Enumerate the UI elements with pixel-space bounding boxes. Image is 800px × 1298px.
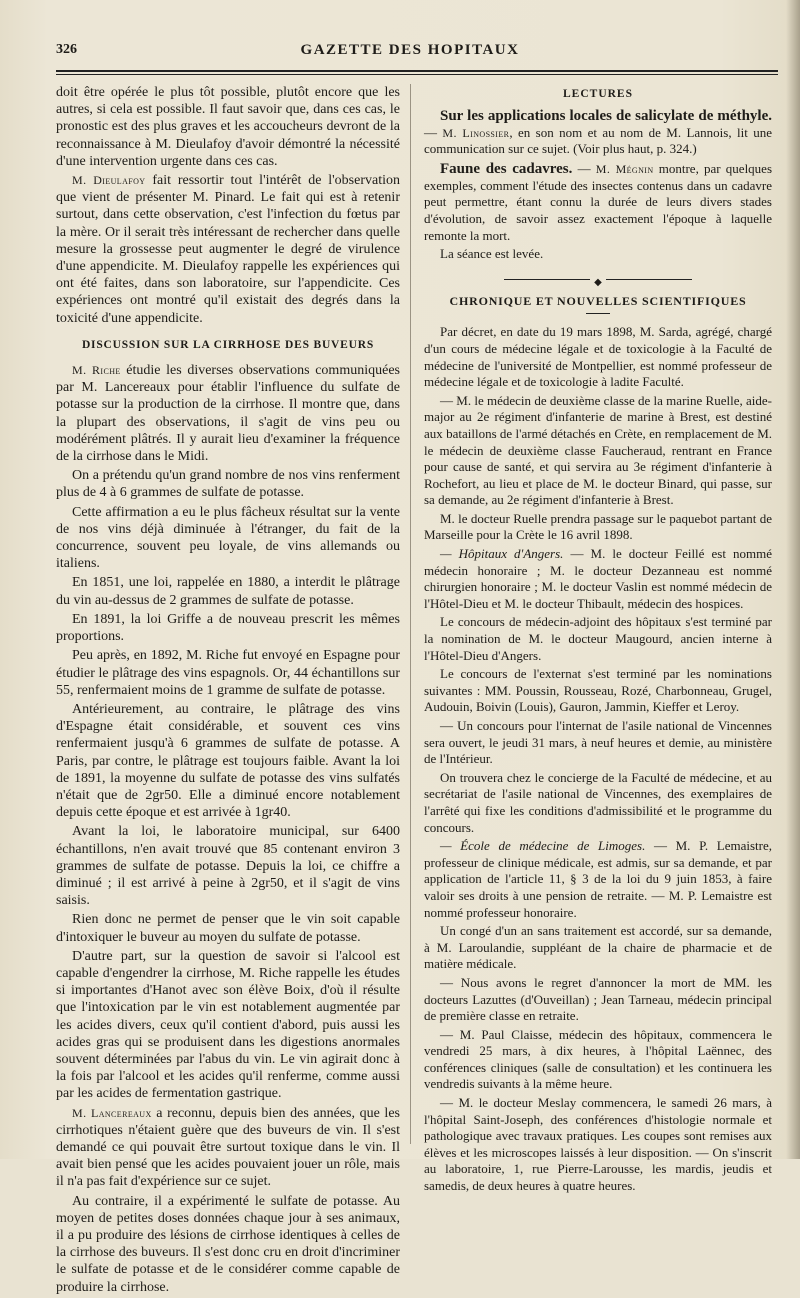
paragraph: La séance est levée. <box>440 246 544 262</box>
paragraph: Antérieurement, au contraire, le plâtrage des vins d'Espagne était considérable, et souvent ces vins renfermaient jusqu'à 6 grammes de sulfate de potasse. A Paris, par contre, le plâtrage est toujours faible. Avant la loi de 1891, la moyenne du sulfate de potasse des vins sulfatés n'était que de 2gr50. Elle a diminué encore notablement depuis cette époque et est arrivée à 1gr40. <box>56 701 400 821</box>
header-rule-thin <box>56 74 778 75</box>
running-head <box>56 38 764 62</box>
paragraph: M. le docteur Ruelle prendra passage sur le paquebot partant de Marseille pour la Crète le 16 avril 1898. <box>424 510 772 543</box>
journal-title: GAZETTE DES HOPITAUX <box>300 42 520 58</box>
column-divider <box>410 84 411 1144</box>
speaker-name: M. Mégnin <box>595 161 654 176</box>
article-title: Faune des cadavres. <box>440 160 573 177</box>
speaker-name: M. Riche <box>72 363 121 378</box>
news-label: — École de médecine de Limoges. <box>440 838 646 854</box>
diamond-ornament-icon: ◆ <box>590 277 606 289</box>
paragraph-text: étudie les diverses observations communiquées par M. Lancereaux pour établir l'influence du sulfate de potasse sur la production de la cirrhose. Il montre que, dans la plupart des observations, il s'agit de vins peu ou modérément plâtrés. Il y aurait lieu d'examiner la fréquence de la cirrhose dans le Midi. <box>56 363 400 465</box>
paragraph: Au contraire, il a expérimenté le sulfate de potasse. Au moyen de petites doses données chaque jour à ses animaux, il a pu produire des lésions de cirrhose identiques à celles de la cirrhose des buveurs. Il s'est donc cru en droit d'incriminer le sulfate de potasse et de le considérer comme capable de produire la cirrhose. <box>56 1193 400 1295</box>
paragraph: En 1851, une loi, rappelée en 1880, a interdit le plâtrage du vin au-dessus de 2 grammes de sulfate de potasse. <box>56 575 400 608</box>
paragraph: Par décret, en date du 19 mars 1898, M. Sarda, agrégé, chargé d'un cours de médecine légale et de toxicologie à la Faculté de médecine de l'université de Montpellier, est nommé professeur de médecine légale et de toxicologie à ladite Faculté. <box>424 324 772 390</box>
ornamental-rule <box>424 273 772 288</box>
paragraph: — M. le médecin de deuxième classe de la marine Ruelle, aide-major au 2e régiment d'infanterie de marine à Brest, est destiné aux bataillons de l'armé détachés en Crète, en remplacement de M. le médecin de deuxième classe Faucheraud, rentrant en France pour cause de santé, et qui servira au 3e régiment d'infanterie à Rochefort, au lieu et place de M. le docteur Binard, qui passe, sur sa demande, au 2e régiment d'infanterie à Brest. <box>424 392 772 508</box>
paragraph-text: — M. le docteur Feillé est nommé médecin honoraire ; M. le docteur Dezanneau est nommé chirurgien honoraire ; M. le docteur Vaslin est nommé médecin de l'Hôtel-Dieu et M. le docteur Thibault, médecin des hospices. <box>424 546 772 611</box>
short-rule <box>586 313 610 314</box>
section-heading-chronique: CHRONIQUE ET NOUVELLES SCIENTIFIQUES <box>449 293 747 308</box>
paragraph <box>424 838 772 921</box>
paragraph: Faune des cadavres. — M. Mégnin montre, par quelques exemples, comment l'étude des insectes contenus dans un cadavre peut permettre, étant connu la durée de leurs divers stades d'évolution, de savoir assez exactement l'époque à laquelle remonte la mort. <box>424 160 773 243</box>
paragraph-text: , en son nom et au nom de M. Lannois, lit une communication sur ce sujet. (Voir plus haut, p. 324.) <box>424 124 772 157</box>
news-label: — Hôpitaux d'Angers. <box>440 546 564 562</box>
paragraph: — M. Paul Claisse, médecin des hôpitaux, commencera le vendredi 25 mars, à dix heures, à l'hôpital Laënnec, des conférences cliniques (salle de consultation) et les continuera les vendredis suivants à la même heure. <box>424 1026 772 1092</box>
left-column <box>56 84 400 1298</box>
paragraph: Sur les applications locales de salicylate de méthyle. — M. Linossier, en son nom et au nom de M. Lannois, lit une communication sur ce sujet. (Voir plus haut, p. 324.) <box>424 107 772 157</box>
speaker-name: M. Linossier <box>442 125 510 140</box>
section-heading: DISCUSSION SUR LA CIRRHOSE DES BUVEURS <box>81 338 375 351</box>
header-rule-thick <box>56 70 778 72</box>
right-column <box>424 84 772 1197</box>
speaker-name: M. Dieulafoy <box>72 173 146 188</box>
page-number: 326 <box>56 42 77 57</box>
paragraph: En 1891, la loi Griffe a de nouveau prescrit les mêmes proportions. <box>56 611 400 645</box>
article-title: Sur les applications locales de salicylate de méthyle. <box>440 107 772 124</box>
paragraph: D'autre part, sur la question de savoir si l'alcool est capable d'engendrer la cirrhose, M. Riche rappelle les études si importantes d'Hanot avec son élève Boix, d'où il résulte que l'intoxication par le vin est notablement augmentée par les acides divers, ceux qu'il contient d'abord, puis aussi les acides gras qui se produisent dans les digestions anormales souvent déterminées par l'abus du vin. Le vin agirait donc à la fois par l'alcool et les acides qu'il renferme, comme aussi par les acides de fermentation gastrique. <box>56 948 400 1102</box>
paragraph <box>56 1105 400 1191</box>
paragraph: Le concours de médecin-adjoint des hôpitaux s'est terminé par la nomination de M. le docteur Maugourd, ancien interne à l'Hôtel-Dieu d'Angers. <box>424 614 772 663</box>
paragraph: Rien donc ne permet de penser que le vin soit capable d'intoxiquer le buveur au moyen du sulfate de potasse. <box>56 912 400 945</box>
paragraph: Le concours de l'externat s'est terminé par les nominations suivantes : MM. Poussin, Rousseau, Rozé, Charbonneau, Grugel, Audouin, Boivin (Louis), Gauron, Jammin, Kieffer et Leroy. <box>424 666 772 715</box>
paragraph: doit être opérée le plus tôt possible, plutôt encore que les autres, si cela est possible. Il faut savoir que, dans ces cas, le pronostic est des plus graves et les accoucheurs devront de la reconnaissance à M. Dieulafoy d'avoir démontré la nécessité d'une intervention urgente dans ces cas. <box>56 85 400 169</box>
section-heading-lectures: LECTURES <box>563 88 633 100</box>
paragraph <box>424 546 772 612</box>
paragraph: — M. le docteur Meslay commencera, le samedi 26 mars, à l'hôpital Saint-Joseph, des conférences d'histologie normale et pathologique avec travaux pratiques. Les coupes sont remises aux élèves et les microscopes laissés à leur disposition. — On s'inscrit au laboratoire, 1, rue Pierre-Larousse, les mardis, jeudis et samedis, de deux heures à quatre heures. <box>424 1095 772 1194</box>
paragraph-text: montre, par quelques exemples, comment l'étude des insectes contenus dans un cadavre peut permettre, étant connu la durée de leurs divers stades d'évolution, de savoir assez exactement l'époque à laquelle remonte la mort. <box>424 160 773 243</box>
paragraph: Cette affirmation a eu le plus fâcheux résultat sur la vente de nos vins déjà diminuée à l'étranger, du fait de la concurrence, souvent peu loyale, de vins allemands ou italiens. <box>56 504 400 572</box>
paragraph-text: fait ressortir tout l'intérêt de l'observation que vient de présenter M. Pinard. Le fait qui est à retenir surtout, dans cette observation, c'est l'infection du fœtus par la mère. Or il serait très intéressant de rechercher dans quelle mesure la grossesse peut augmenter le degré de virulence d'une appendicite. M. Dieulafoy rappelle les expériences qui ont été faites, dans son laboratoire, sur l'appendicite. Ces expériences ont montré qu'il existait des degrés dans la toxicité d'une appendicite. <box>56 173 400 326</box>
page-edge-shadow <box>786 0 800 1159</box>
paragraph-text: a reconnu, depuis bien des années, que les cirrhotiques n'étaient guère que des buveurs de vin. Il s'est demandé ce qui pouvait être surtout toxique dans le vin. Il avait bien pensé que les acides pouvaient jouer un rôle, mais il n'a pas fait d'expérience sur ce sujet. <box>56 1105 400 1190</box>
paragraph-text: — M. P. Lemaistre, professeur de clinique médicale, est admis, sur sa demande, et par application de l'article 11, § 3 de la loi du 9 juin 1853, à faire valoir ses droits à une pension de retraite. — M. P. Lemaistre est nommé professeur honoraire. <box>424 838 772 920</box>
paragraph: — Nous avons le regret d'annoncer la mort de MM. les docteurs Lazuttes (d'Ouveillan) ; Jean Tarneau, médecin principal de première classe en retraite. <box>424 974 772 1024</box>
paragraph: — Un concours pour l'internat de l'asile national de Vincennes sera ouvert, le jeudi 31 mars, à neuf heures et demie, au ministère de l'Intérieur. <box>424 718 772 767</box>
paragraph: Peu après, en 1892, M. Riche fut envoyé en Espagne pour étudier le plâtrage des vins espagnols. Or, 44 échantillons sur 55, renfermaient moins de 1 gramme de sulfate de potasse. <box>56 648 400 698</box>
paragraph: On trouvera chez le concierge de la Faculté de médecine, et au secrétariat de l'asile national de Vincennes, des exemplaires de l'arrêté qui fixe les conditions d'admissibilité et le programme du concours. <box>424 769 772 835</box>
paragraph <box>56 362 400 465</box>
paragraph: Un congé d'un an sans traitement est accordé, sur sa demande, à M. Laroulandie, suppléant de la chaire de pharmacie et de matière médicale. <box>424 923 772 972</box>
speaker-name: M. Lancereaux <box>72 1105 152 1120</box>
paragraph: Avant la loi, le laboratoire municipal, sur 6400 échantillons, n'en avait trouvé que 85 contenant environ 3 grammes de sulfate de potasse. Depuis la loi, ce chiffre a diminué ; il est arrivé à peine à 2gr50, et il s'agit de vins saisis. <box>56 824 400 909</box>
paragraph <box>56 172 400 327</box>
paragraph: On a prétendu qu'un grand nombre de nos vins renferment plus de 4 à 6 grammes de sulfate de potasse. <box>56 468 400 501</box>
